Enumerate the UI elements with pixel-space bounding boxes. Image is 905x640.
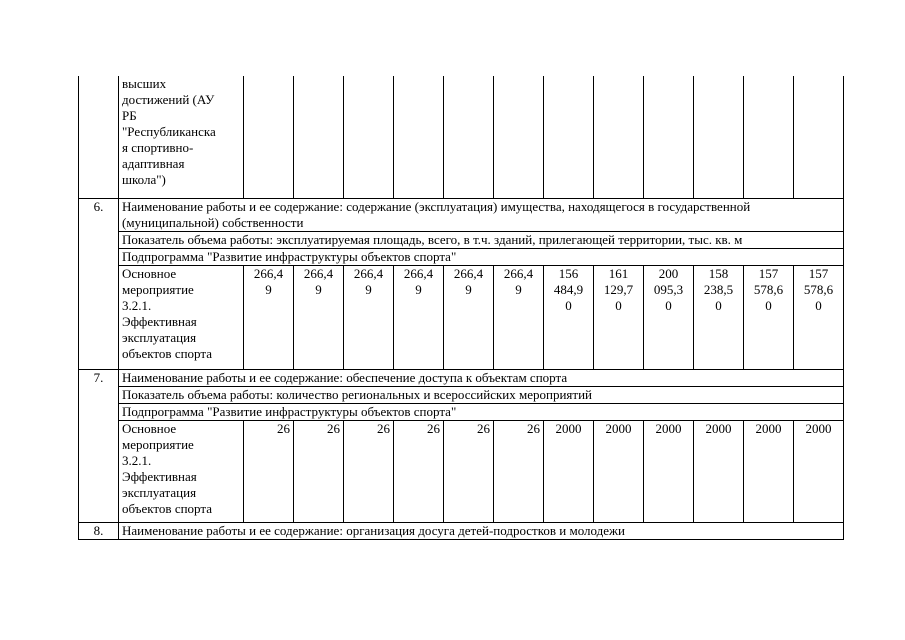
value-cell: 266,4 9	[244, 265, 294, 369]
value-cell: 158 238,5 0	[694, 265, 744, 369]
value-cell: 26	[244, 420, 294, 522]
value-cell: 156 484,9 0	[544, 265, 594, 369]
row-number: 7.	[79, 369, 119, 522]
value-cell	[744, 76, 794, 198]
section-6-subprogram-row	[79, 248, 844, 265]
section-6-measure-row	[79, 265, 844, 369]
value-cell: 26	[294, 420, 344, 522]
measure-name-cell: Основное мероприятие 3.2.1. Эффективная эксплуатация объектов спорта	[119, 265, 244, 369]
measure-name-cell: высших достижений (АУ РБ "Республиканска я спортивно- адаптивная школа")	[119, 76, 244, 198]
subprogram-title: Подпрограмма "Развитие инфраструктуры объектов спорта"	[119, 248, 844, 265]
value-cell	[294, 76, 344, 198]
value-cell: 2000	[694, 420, 744, 522]
value-cell: 157 578,6 0	[744, 265, 794, 369]
continued-row	[79, 76, 844, 198]
value-cell	[244, 76, 294, 198]
section-7-measure-row	[79, 420, 844, 522]
value-cell	[794, 76, 844, 198]
program-table	[78, 76, 844, 540]
value-cell: 200 095,3 0	[644, 265, 694, 369]
work-indicator: Показатель объема работы: количество региональных и всероссийских мероприятий	[119, 386, 844, 403]
section-7-subprogram-row	[79, 403, 844, 420]
value-cell	[494, 76, 544, 198]
subprogram-title: Подпрограмма "Развитие инфраструктуры объектов спорта"	[119, 403, 844, 420]
value-cell: 26	[494, 420, 544, 522]
value-cell: 2000	[594, 420, 644, 522]
value-cell	[644, 76, 694, 198]
work-title: Наименование работы и ее содержание: обеспечение доступа к объектам спорта	[119, 369, 844, 386]
value-cell: 26	[444, 420, 494, 522]
value-cell: 266,4 9	[394, 265, 444, 369]
value-cell: 266,4 9	[494, 265, 544, 369]
value-cell	[544, 76, 594, 198]
value-cell: 161 129,7 0	[594, 265, 644, 369]
value-cell	[344, 76, 394, 198]
section-6-indicator-row	[79, 231, 844, 248]
value-cell: 266,4 9	[444, 265, 494, 369]
section-7-indicator-row	[79, 386, 844, 403]
value-cell	[694, 76, 744, 198]
value-cell: 2000	[544, 420, 594, 522]
row-number-cell	[79, 76, 119, 198]
measure-name-cell: Основное мероприятие 3.2.1. Эффективная эксплуатация объектов спорта	[119, 420, 244, 522]
row-number: 6.	[79, 198, 119, 369]
value-cell: 2000	[794, 420, 844, 522]
row-number: 8.	[79, 522, 119, 539]
value-cell	[394, 76, 444, 198]
section-8-title-row	[79, 522, 844, 539]
value-cell: 266,4 9	[294, 265, 344, 369]
section-7-title-row	[79, 369, 844, 386]
work-title: Наименование работы и ее содержание: содержание (эксплуатация) имущества, находящегося в государственной (муниципальной) собственности	[119, 198, 844, 231]
section-6-title-row	[79, 198, 844, 231]
value-cell: 2000	[744, 420, 794, 522]
value-cell	[444, 76, 494, 198]
value-cell: 26	[394, 420, 444, 522]
work-title: Наименование работы и ее содержание: организация досуга детей-подростков и молодежи	[119, 522, 844, 539]
value-cell	[594, 76, 644, 198]
value-cell: 2000	[644, 420, 694, 522]
value-cell: 26	[344, 420, 394, 522]
value-cell: 266,4 9	[344, 265, 394, 369]
work-indicator: Показатель объема работы: эксплуатируемая площадь, всего, в т.ч. зданий, прилегающей территории, тыс. кв. м	[119, 231, 844, 248]
value-cell: 157 578,6 0	[794, 265, 844, 369]
